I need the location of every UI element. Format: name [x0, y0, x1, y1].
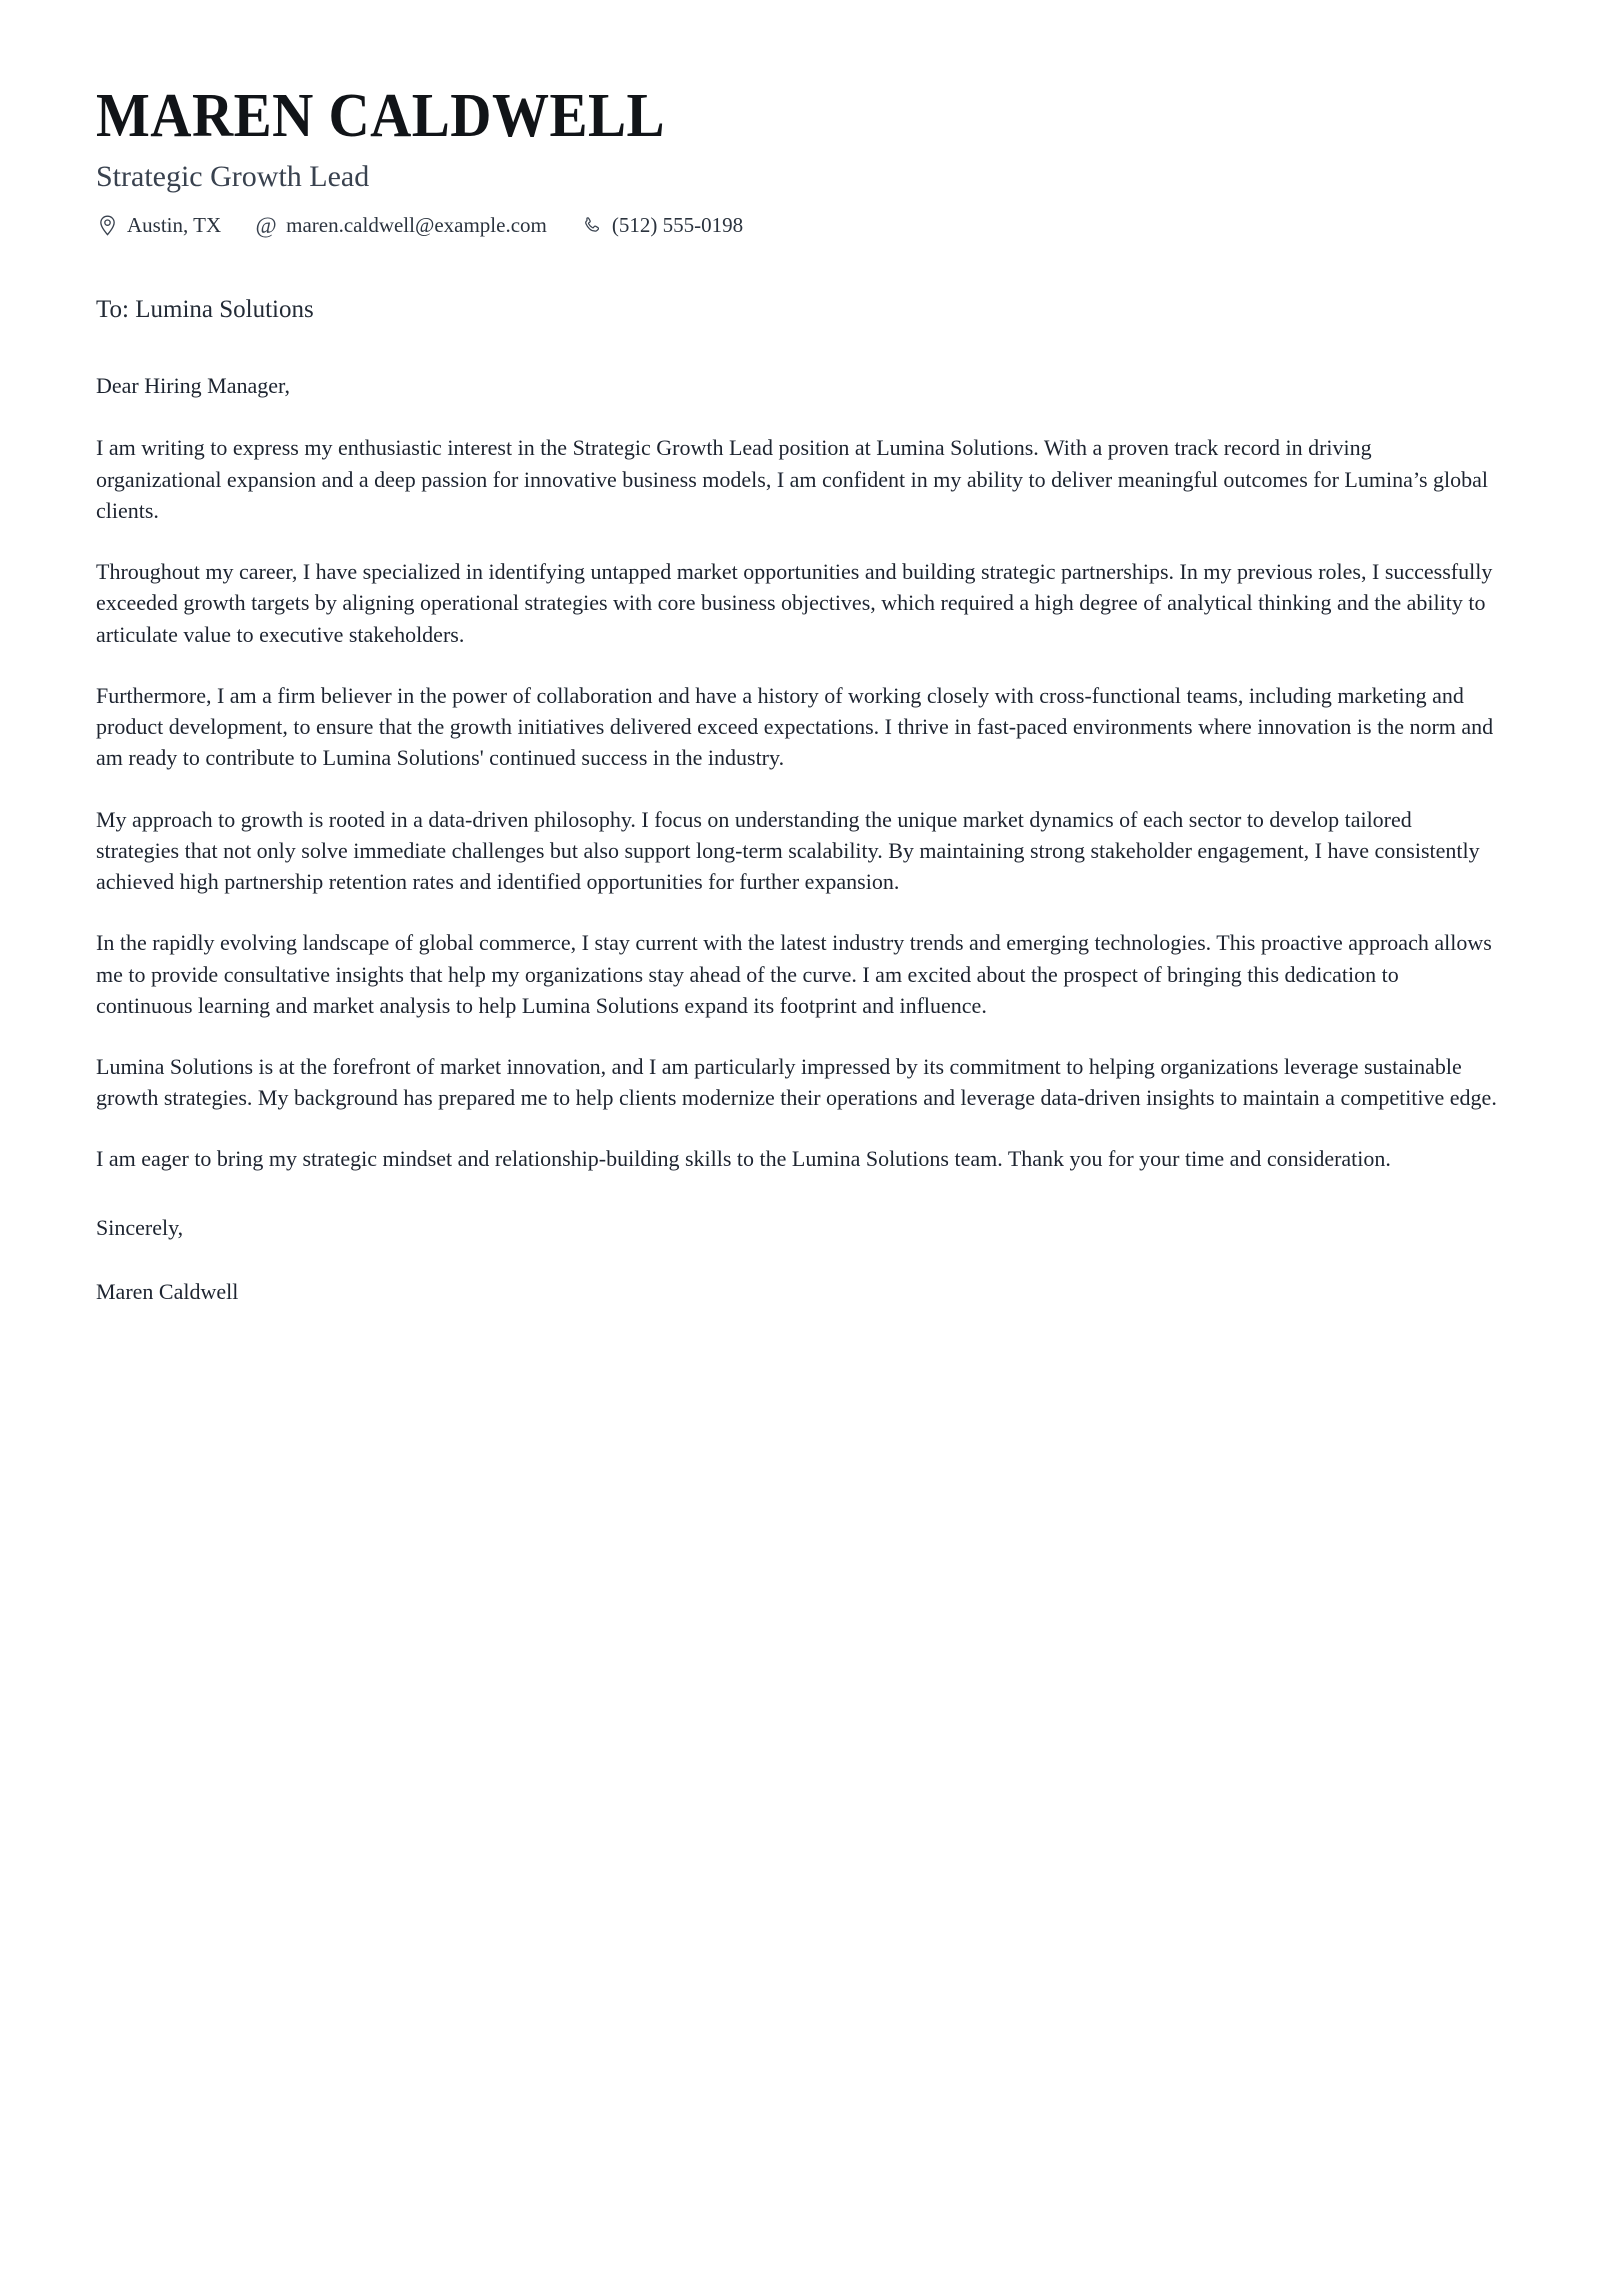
- closing-line: Sincerely,: [96, 1214, 184, 1240]
- contact-phone-text: (512) 555-0198: [611, 213, 744, 238]
- letter-paragraph: I am writing to express my enthusiastic interest in the Strategic Growth Lead position at Lumina Solutions. With a proven track record in driving organizational expansion and a deep passion for innovative business models, I am confident in my ability to deliver meaningful outcomes for Lumina’s global clients.: [96, 435, 1488, 523]
- contact-bar: [96, 213, 1500, 238]
- contact-email: [255, 213, 547, 238]
- candidate-name: MAREN CALDWELL: [96, 82, 665, 150]
- contact-location-text: Austin, TX: [127, 213, 222, 238]
- letter-paragraph: Lumina Solutions is at the forefront of market innovation, and I am particularly impressed by its commitment to helping organizations leverage sustainable growth strategies. My background has prepared me to help clients modernize their operations and leverage data-driven insights to maintain a competitive edge.: [96, 1053, 1497, 1111]
- letter-paragraph: In the rapidly evolving landscape of global commerce, I stay current with the latest industry trends and emerging technologies. This proactive approach allows me to provide consultative insights that help my organizations stay ahead of the curve. I am excited about the prospect of bringing this dedication to continuous learning and market analysis to help Lumina Solutions expand its footprint and influence.: [96, 930, 1492, 1018]
- letter-paragraph: My approach to growth is rooted in a data-driven philosophy. I focus on understanding the unique market dynamics of each sector to develop tailored strategies that not only solve immediate challenges but also support long-term scalability. By maintaining strong stakeholder engagement, I have consistently achieved high partnership retention rates and identified opportunities for further expansion.: [96, 806, 1480, 895]
- map-pin-icon: [96, 215, 118, 237]
- recipient-line: To: Lumina Solutions: [96, 296, 314, 324]
- letter-paragraph: Throughout my career, I have specialized in identifying untapped market opportunities and building strategic partnerships. In my previous roles, I successfully exceeded growth targets by aligning operational strategies with core business objectives, which required a high degree of analytical thinking and the ability to articulate value to executive stakeholders.: [96, 559, 1493, 647]
- letter-paragraph: I am eager to bring my strategic mindset and relationship-building skills to the Lumina Solutions team. Thank you for your time and consideration.: [96, 1146, 1391, 1172]
- contact-location: [96, 213, 221, 238]
- letter-paragraph: Furthermore, I am a firm believer in the power of collaboration and have a history of working closely with cross-functional teams, including marketing and product development, to ensure that the growth initiatives delivered exceed expectations. I thrive in fast-paced environments where innovation is the norm and am ready to contribute to Lumina Solutions' continued success in the industry.: [96, 682, 1494, 771]
- phone-icon: [581, 215, 603, 237]
- candidate-job-title: Strategic Growth Lead: [96, 160, 370, 194]
- contact-email-text: maren.caldwell@example.com: [286, 213, 547, 238]
- signature-name: Maren Caldwell: [96, 1279, 239, 1305]
- letter-header: [96, 84, 1500, 238]
- letter-body: [96, 294, 1500, 1308]
- salutation: Dear Hiring Manager,: [96, 372, 290, 398]
- contact-phone: [581, 213, 743, 238]
- at-sign-icon: @: [255, 213, 277, 239]
